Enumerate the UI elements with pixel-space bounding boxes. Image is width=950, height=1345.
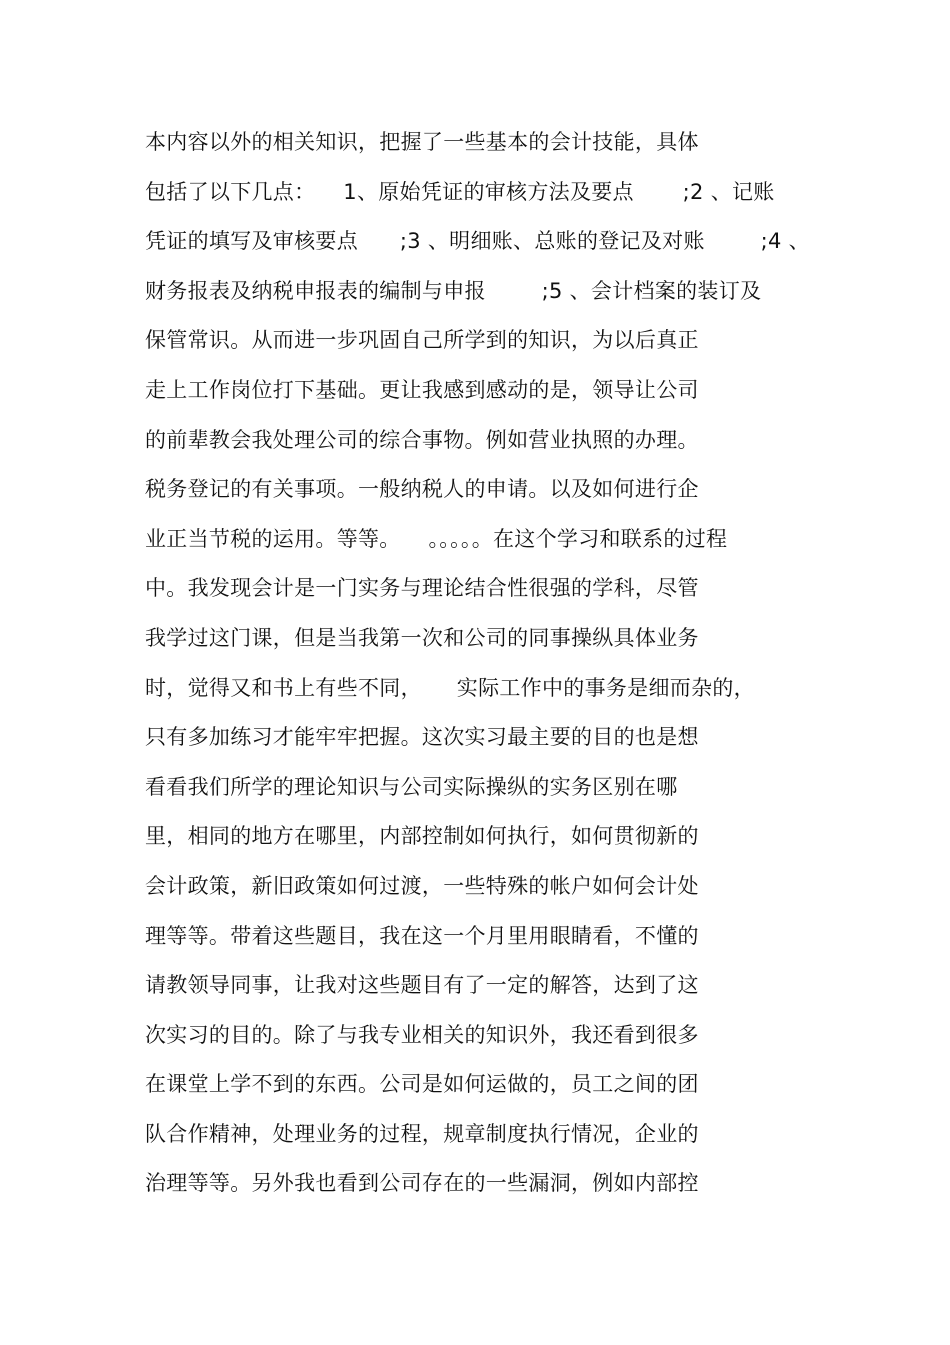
- text-line: 在课堂上学不到的东西。公司是如何运做的，员工之间的团: [145, 1072, 699, 1097]
- text-line: 队合作精神，处理业务的过程，规章制度执行情况，企业的: [145, 1121, 699, 1146]
- text-line: 看看我们所学的理论知识与公司实际操纵的实务区别在哪: [145, 774, 678, 799]
- text-line: 走上工作岗位打下基础。更让我感到感动的是，领导让公司: [145, 377, 699, 402]
- text-line: 时，觉得又和书上有些不同， 实际工作中的事务是细而杂的，: [145, 675, 755, 700]
- text-line: 次实习的目的。除了与我专业相关的知识外，我还看到很多: [145, 1022, 699, 1047]
- text-line: 凭证的填写及审核要点 ;3 、明细账、总账的登记及对账 ;4 、: [145, 229, 810, 254]
- text-line: 理等等。带着这些题目，我在这一个月里用眼睛看，不懂的: [145, 923, 699, 948]
- body-text: [145, 118, 825, 1209]
- text-line: 业正当节税的运用。等等。 。。。。。在这个学习和联系的过程: [145, 526, 728, 551]
- text-line: 中。我发现会计是一门实务与理论结合性很强的学科，尽管: [145, 576, 699, 601]
- text-line: 请教领导同事，让我对这些题目有了一定的解答，达到了这: [145, 973, 699, 998]
- text-line: 会计政策，新旧政策如何过渡，一些特殊的帐户如何会计处: [145, 873, 699, 898]
- text-line: 里，相同的地方在哪里，内部控制如何执行，如何贯彻新的: [145, 824, 699, 849]
- text-line: 本内容以外的相关知识，把握了一些基本的会计技能，具体: [145, 130, 699, 154]
- text-line: 保管常识。从而进一步巩固自己所学到的知识，为以后真正: [145, 328, 699, 353]
- text-line: 我学过这门课，但是当我第一次和公司的同事操纵具体业务: [145, 625, 699, 650]
- text-line: 财务报表及纳税申报表的编制与申报 ;5 、会计档案的装订及: [145, 278, 762, 303]
- text-line: 只有多加练习才能牢牢把握。这次实习最主要的目的也是想: [145, 725, 699, 750]
- text-line: 治理等等。另外我也看到公司存在的一些漏洞，例如内部控: [145, 1171, 699, 1196]
- text-line: 的前辈教会我处理公司的综合事物。例如营业执照的办理。: [145, 427, 699, 452]
- text-line: 税务登记的有关事项。一般纳税人的申请。以及如何进行企: [145, 477, 699, 502]
- text-line: 包括了以下几点： 1、原始凭证的审核方法及要点 ;2 、记账: [145, 179, 775, 204]
